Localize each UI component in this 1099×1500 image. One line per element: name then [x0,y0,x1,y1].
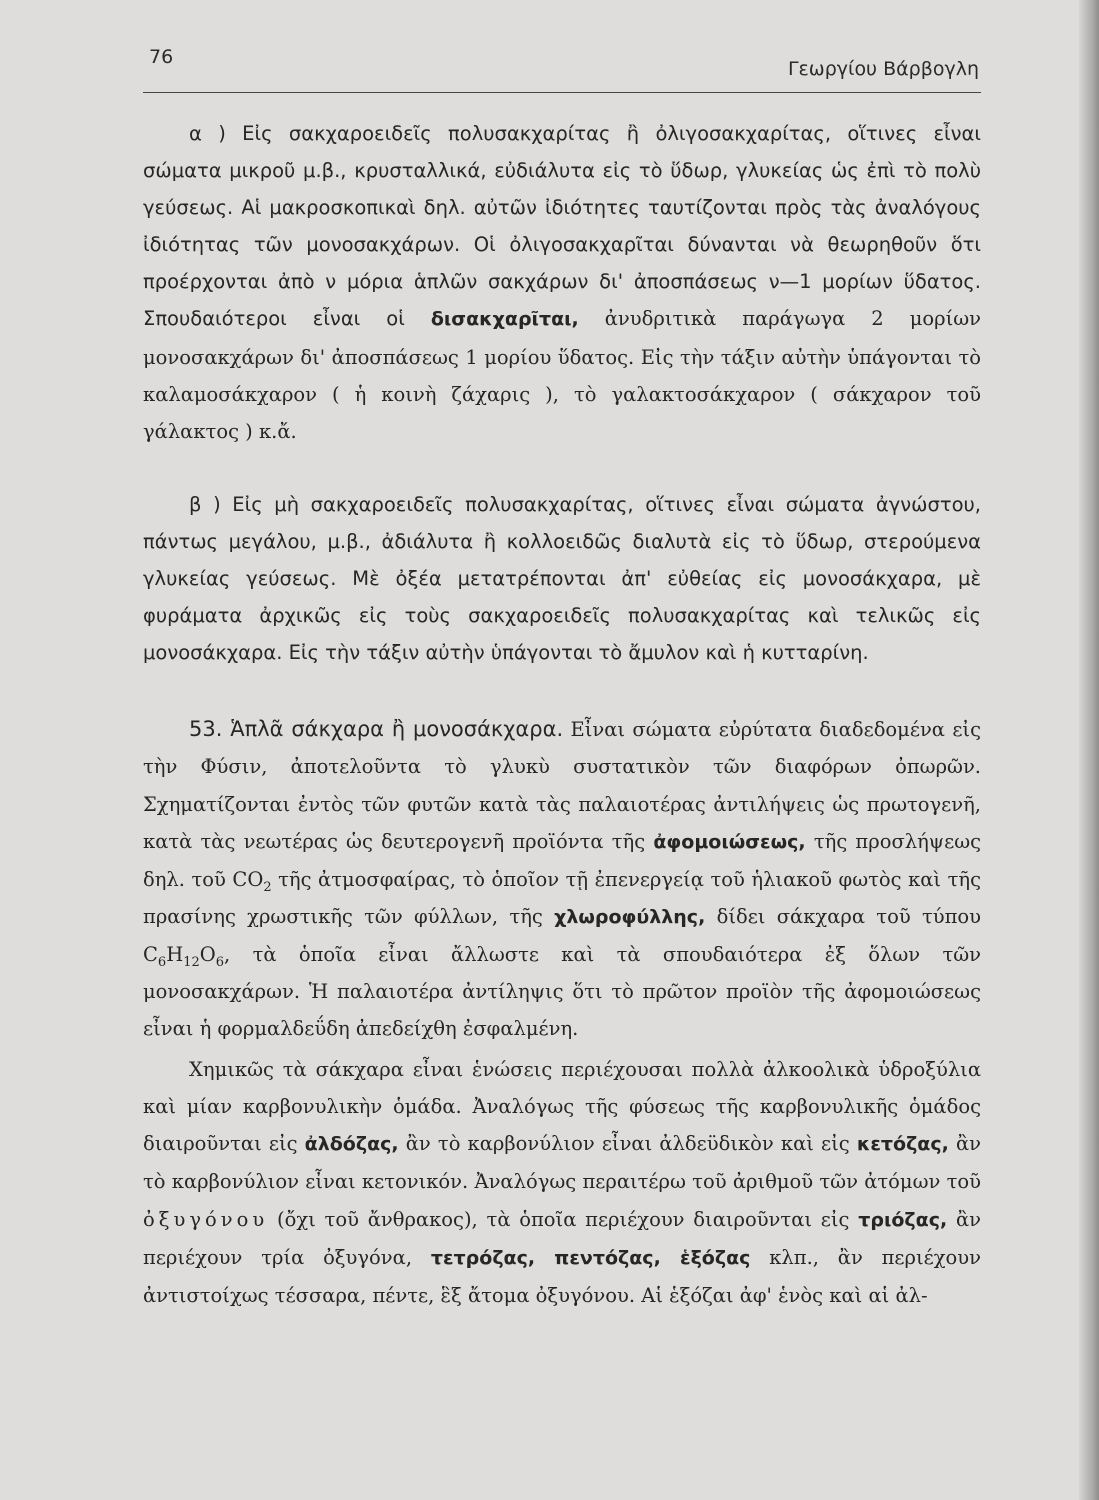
formula-text: H [166,942,184,966]
paragraph-chemistry [143,1051,981,1314]
paragraph-text: Χημικῶς τὰ σάκχαρα εἶναι ἑνώσεις περιέχουσαι πολλὰ ἀλκοολικὰ ὑδροξύλια καὶ μίαν καρβονυλικὴν ὁμάδα. Ἀναλόγως τῆς φύσεως τῆς καρβονυλικῆς ὁμάδος διαιροῦνται εἰς [143,1058,981,1156]
paragraph-oligosaccharides [143,115,981,450]
term-aldoses: ἀλδόζας, [304,1133,399,1156]
paragraph-text: κλπ., ἂν περιέχουν ἀντιστοίχως τέσσαρα, πέντε, ἓξ ἄτομα ὀξυγόνου. Αἱ ἑξόζαι ἀφ' ἑνὸς καὶ αἱ ἀλ- [143,1245,982,1307]
subscript: 6 [215,954,225,970]
page-header [143,42,981,93]
subscript: 2 [263,879,272,895]
page-number: 76 [149,46,174,68]
paragraph-text: β ) Εἰς μὴ σακχαροειδεῖς πολυσακχαρίτας, οἵτινες εἶναι σώματα ἀγνώστου, πάντως μεγάλου, μ.β., ἀδιάλυτα ἢ κολλοειδῶς διαλυτὰ εἰς τὸ ὕδωρ, στερούμενα γλυκείας γεύσεως. Μὲ ὀξέα μετατρέπονται ἀπ' εὐθείας εἰς μονοσάκχαρα, μὲ φυράματα ἀρχικῶς εἰς τοὺς σακχαροειδεῖς πολυσακχαρίτας καὶ τελικῶς εἰς μονοσάκχαρα. Εἰς τὴν τάξιν αὐτὴν ὑπάγονται τὸ ἄμυλον καὶ ἡ κυτταρίνη. [143,492,981,665]
term-assimilation: ἀφομοιώσεως, [653,830,806,853]
section-53-paragraph [143,711,981,1047]
term-chlorophyll: χλωροφύλλης, [554,905,706,928]
term-disaccharides: δισακχαρῖται, [430,308,579,331]
formula-text: O [199,942,216,966]
running-head: Γεωργίου Βάρβογλη [787,58,979,80]
page-body [143,115,981,1314]
paragraph-text: , τὰ ὁποῖα εἶναι ἄλλωστε καὶ τὰ σπουδαιότερα ἐξ ὅλων τῶν μονοσακχάρων. Ἡ παλαιοτέρα ἀντίληψις ὅτι τὸ πρῶτον προϊὸν τῆς ἀφομοιώσεως εἶναι ἡ φορμαλδεΰδη ἀπεδείχθη ἐσφαλμένη. [143,942,981,1041]
term-trioses: τριόζας, [858,1208,948,1231]
paragraph-text: Εἶναι σώματα εὐρύτατα διαδεδομένα εἰς τὴν Φύσιν, ἀποτελοῦντα τὸ γλυκὺ συστατικὸν τῶν διαφόρων ὀπωρῶν. Σχηματίζονται ἐντὸς τῶν φυτῶν κατὰ τὰς παλαιοτέρας ἀντιλήψεις ὡς πρωτογενῆ, κατὰ τὰς νεωτέρας ὡς δευτερογενῆ προϊόντα τῆς [143,718,981,853]
paragraph-text: δίδει σάκχαρα τοῦ τύπου C [143,904,981,966]
page-binding-edge [1079,0,1099,1500]
paragraph-text: ἂν τὸ καρβονύλιον εἶναι ἀλδεϋδικὸν καὶ εἰς [405,1132,850,1156]
term-tetroses-pentoses-hexoses: τετρόζας, πεντόζας, ἑξόζας [430,1246,751,1269]
term-ketoses: κετόζας, [856,1133,949,1156]
paragraph-text: (ὄχι τοῦ ἄνθρακος), τὰ ὁποῖα περιέχουν διαιροῦνται εἰς [276,1207,850,1231]
paragraph-text: ἂν τὸ καρβονύλιον εἶναι κετονικόν. Ἀναλόγως περαιτέρω τοῦ ἀριθμοῦ τῶν ἀτόμων τοῦ [143,1132,982,1194]
paragraph-text: α ) Εἰς σακχαροειδεῖς πολυσακχαρίτας ἢ ὀλιγοσακχαρίτας, οἵτινες εἶναι σώματα μικροῦ μ.β., κρυσταλλικά, εὐδιάλυτα εἰς τὸ ὕδωρ, γλυκείας ὡς ἐπὶ τὸ πολὺ γεύσεως. Αἱ μακροσκοπικαὶ δηλ. αὐτῶν ἰδιότητες ταυτίζονται πρὸς τὰς ἀναλόγους ἰδιότητας τῶν μονοσακχάρων. Οἱ ὀλιγοσακχαρῖται δύνανται νὰ θεωρηθοῦν ὅτι προέρχονται ἀπὸ ν μόρια ἁπλῶν σακχάρων δι' ἀποσπάσεως ν—1 μορίων ὕδατος. Σπουδαιότεροι εἶναι οἱ [143,122,981,331]
paragraph-polysaccharides [143,486,981,671]
subscript: 12 [183,954,200,970]
paragraph-text: ἀνυδριτικὰ παράγωγα 2 μορίων μονοσακχάρων δι' ἀποσπάσεως 1 μορίου ὕδατος. Εἰς τὴν τάξιν αὐτὴν ὑπάγονται τὸ καλαμοσάκχαρον ( ἡ κοινὴ ζάχαρις ), τὸ γαλακτοσάκχαρον ( σάκχαρον τοῦ γάλακτος ) κ.ἄ. [143,307,981,443]
paragraph-text: τῆς ἀτμοσφαίρας, τὸ ὁποῖον τῇ ἐπενεργείᾳ τοῦ ἡλιακοῦ φωτὸς καὶ τῆς πρασίνης χρωστικῆς τῶν φύλλων, τῆς [143,867,981,928]
paragraph-text: τῆς προσλήψεως δηλ. τοῦ CO [143,829,982,891]
section-heading: 53. Ἁπλᾶ σάκχαρα ἢ μονοσάκχαρα. [189,717,564,742]
spaced-word-oxygen: ὀξυγόνου [143,1207,269,1231]
subscript: 6 [157,954,167,970]
paragraph-text: ἂν περιέχουν τρία ὀξυγόνα, [143,1207,982,1269]
